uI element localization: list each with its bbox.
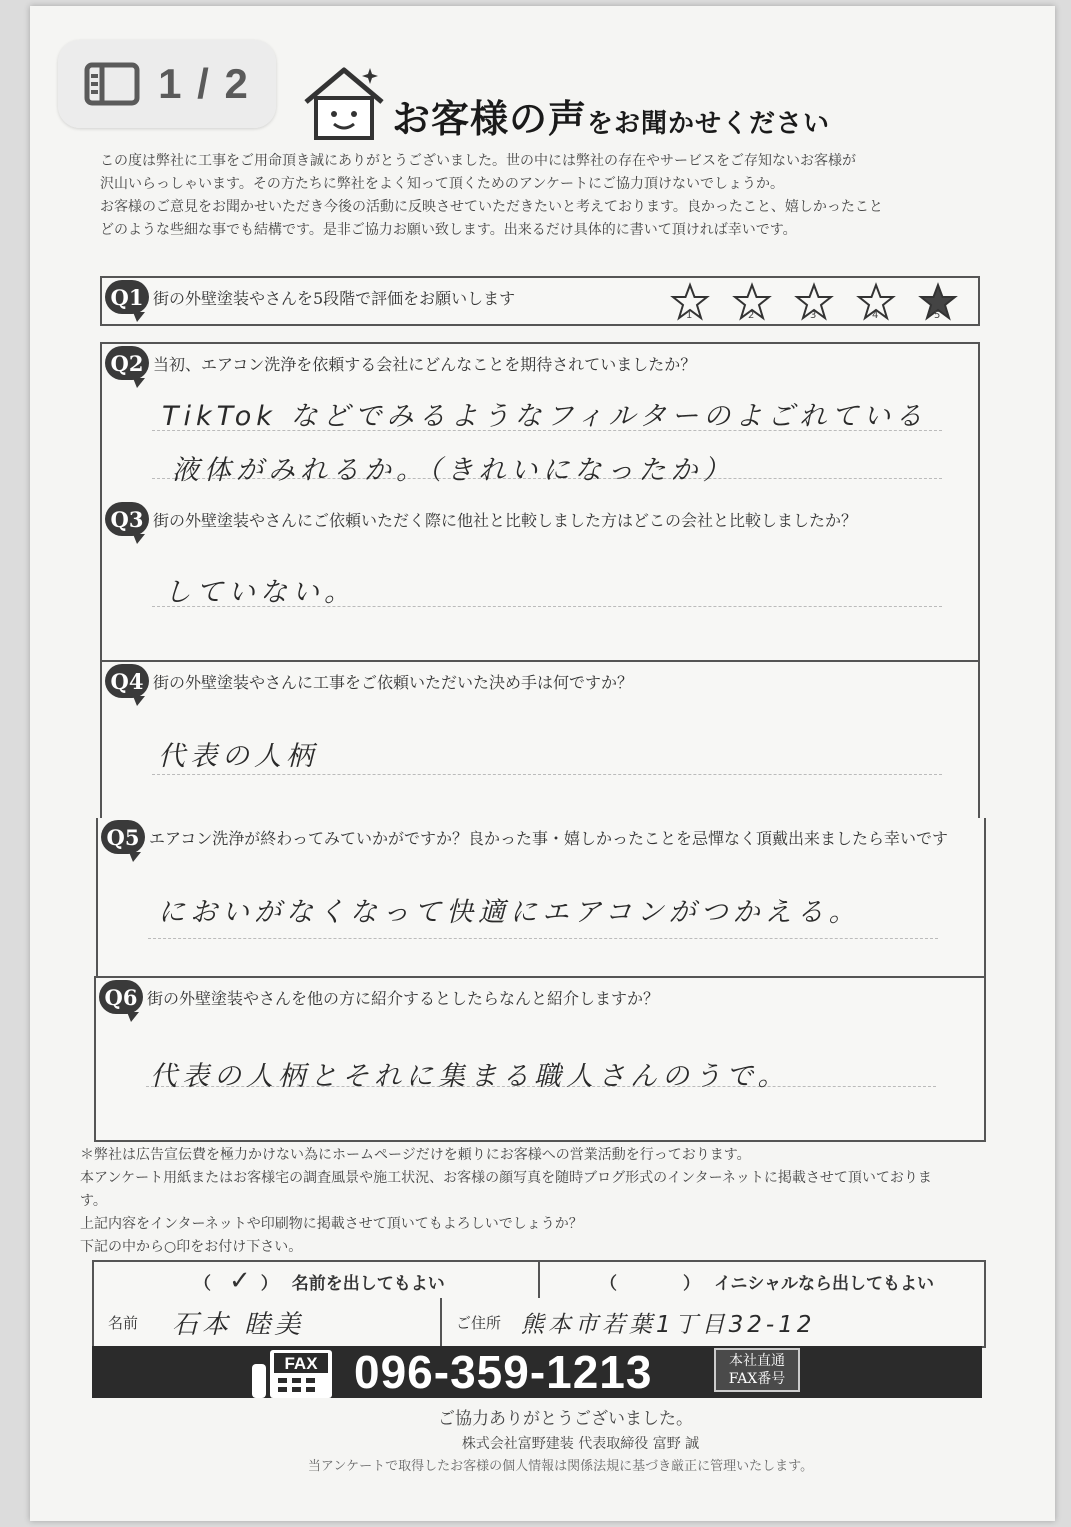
q5-answer: においがなくなって快適にエアコンがつかえる。: [158, 897, 861, 928]
page-indicator[interactable]: [58, 40, 276, 128]
q2-text: 当初、エアコン洗浄を依頼する会社にどんなことを期待されていましたか？: [153, 354, 697, 374]
q2-answer-line-2: 液体がみれるか。（きれいになったか）: [172, 455, 735, 486]
question-2: [100, 342, 980, 504]
check-mark-icon: ✓: [229, 1266, 251, 1296]
question-6: [94, 976, 986, 1142]
question-1: [100, 276, 980, 326]
intro-text: この度は弊社に工事をご用命頂き誠にありがとうございました。世の中には弊社の存在やサービスをご存知ないお客様が 沢山いらっしゃいます。その方たちに弊社をよく知って頂くためのアンケートにご協力頂けないでしょうか。 お客様のご意見をお聞かせいただき今後の活動に反映させていただきたいと考えております。良かったこと、嬉しかったこと どのような些細な事でも結構です。是非ご協力お願い致します。出来るだけ具体的に書いて頂ければ幸いです。: [100, 153, 883, 238]
name-label: 名前: [108, 1313, 139, 1332]
star-1[interactable]: 1: [670, 282, 710, 322]
pages-icon: [84, 62, 140, 106]
publication-notes: ＊弊社は広告宣伝費を極力かけない為にホームページだけを頼りにお客様への営業活動を行っております。 本アンケート用紙またはお客様宅の調査風景や施工状況、お客様の顔写真を随時ブログ形式のインターネットに掲載させて頂いておりま す。 上記内容をインターネットや印刷物に掲載させて頂いてもよろしいでしょうか？ 下記の中から○印をお付け下さい。: [80, 1147, 932, 1255]
rating-stars: [670, 282, 958, 322]
customer-info: [92, 1298, 986, 1348]
footer: [0, 1404, 1071, 1474]
consent-option-initials[interactable]: （ ） イニシャルなら出してもよい: [538, 1262, 984, 1300]
q3-text: 街の外壁塗装やさんにご依頼いただく際に他社と比較しました方はどこの会社と比較しましたか？: [153, 510, 858, 530]
name-value: 石本 睦美: [172, 1309, 305, 1340]
svg-text:FAX: FAX: [284, 1354, 318, 1373]
question-3: [100, 500, 980, 662]
company-name: 株式会社富野建装 代表取締役 富野 誠: [461, 1436, 700, 1452]
thanks-text: ご協力ありがとうございました。: [438, 1409, 693, 1429]
star-4[interactable]: 4: [856, 282, 896, 322]
star-2[interactable]: 2: [732, 282, 772, 322]
q2-answer-line-1: TikTok などでみるようなフィルターのよごれている: [162, 401, 928, 432]
fax-bar: [92, 1346, 982, 1398]
q5-text: エアコン洗浄が終わってみていかがですか？良かった事・嬉しかったことを忌憚なく頂戴出来ましたら幸いです: [149, 828, 949, 848]
q1-badge: Q1: [105, 280, 149, 314]
q6-answer: 代表の人柄とそれに集まる職人さんのうで。: [150, 1061, 790, 1092]
q6-badge: Q6: [99, 980, 143, 1014]
fax-direct-badge: 本社直通 FAX番号: [714, 1348, 800, 1392]
q6-text: 街の外壁塗装やさんを他の方に紹介するとしたらなんと紹介しますか？: [147, 988, 660, 1008]
fax-number[interactable]: 096-359-1213: [354, 1346, 653, 1398]
q2-badge: Q2: [105, 346, 149, 380]
consent-options: [92, 1260, 986, 1302]
q1-text: 街の外壁塗装やさんを5段階で評価をお願いします: [153, 288, 516, 308]
q4-badge: Q4: [105, 664, 149, 698]
privacy-note: 当アンケートで取得したお客様の個人情報は関係法規に基づき厳正に管理いたします。: [307, 1459, 814, 1474]
q5-badge: Q5: [101, 820, 145, 854]
q4-text: 街の外壁塗装やさんに工事をご依頼いただいた決め手は何ですか？: [153, 672, 634, 692]
consent-option-name[interactable]: （ ✓ ） 名前を出してもよい: [194, 1266, 445, 1296]
page-title: お客様の声をお聞かせください: [392, 96, 831, 141]
question-5: [96, 818, 986, 978]
address-label: ご住所: [456, 1313, 502, 1332]
star-5[interactable]: 5: [918, 282, 958, 322]
q4-answer: 代表の人柄: [158, 741, 318, 772]
question-4: [100, 660, 980, 822]
house-mascot-icon: [300, 62, 390, 142]
q3-badge: Q3: [105, 502, 149, 536]
star-3[interactable]: 3: [794, 282, 834, 322]
address-value: 熊本市若葉1丁目32-12: [521, 1311, 816, 1338]
fax-machine-icon: [252, 1350, 336, 1398]
page-count: 1 / 2: [158, 60, 250, 107]
q3-answer: していない。: [164, 577, 356, 608]
